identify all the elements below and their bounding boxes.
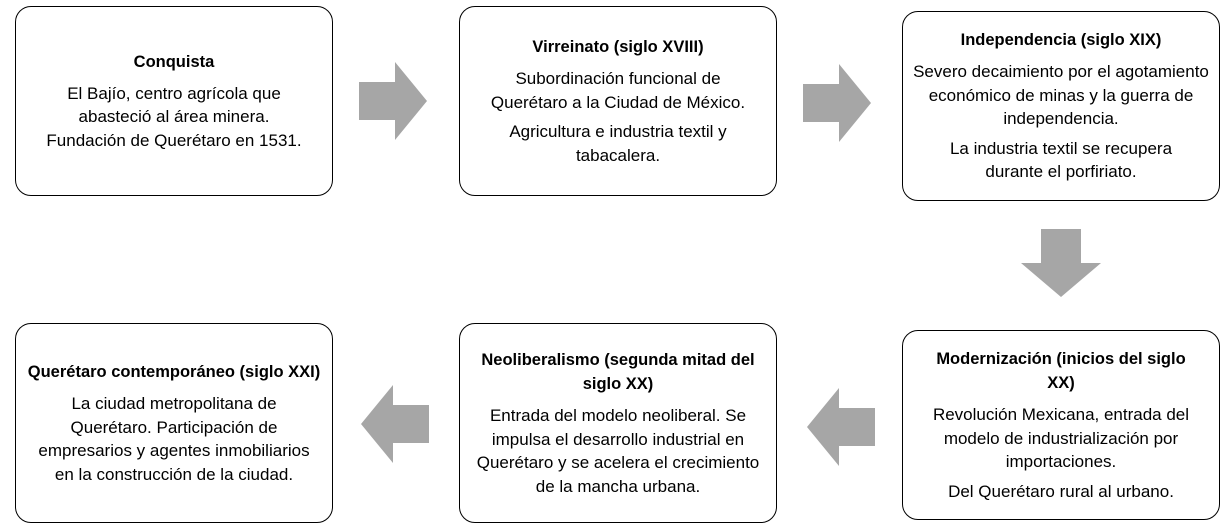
stage-text: Severo decaimiento por el agotamiento económico de minas y la guerra de independencia. bbox=[913, 62, 1209, 129]
stage-title: Conquista bbox=[133, 52, 215, 71]
stage-title: Neoliberalismo (segunda mitad del siglo XX) bbox=[481, 351, 755, 393]
stage-virreinato bbox=[459, 6, 777, 196]
stage-title: Querétaro contemporáneo (siglo XXI) bbox=[27, 363, 321, 381]
stage-text: Revolución Mexicana, entrada del modelo de industrialización por importaciones. bbox=[932, 405, 1190, 471]
arrow-left-icon bbox=[361, 385, 429, 463]
arrow-left-icon bbox=[807, 388, 875, 466]
stage-modernizacion bbox=[902, 330, 1220, 520]
stage-title: Virreinato (siglo XVIII) bbox=[532, 38, 704, 56]
stage-text: La ciudad metropolitana de Querétaro. Participación de empresarios y agentes inmobiliarios en la construcción de la ciudad. bbox=[38, 394, 310, 484]
stage-text: El Bajío, centro agrícola que abasteció al área minera. Fundación de Querétaro en 1531. bbox=[46, 83, 302, 150]
stage-title: Modernización (inicios del siglo XX) bbox=[936, 350, 1186, 392]
stage-text: La industria textil se recupera durante el porfiriato. bbox=[949, 138, 1173, 182]
stage-conquista bbox=[15, 6, 333, 196]
arrow-down-icon bbox=[1021, 229, 1101, 297]
stage-independencia bbox=[902, 11, 1220, 201]
stage-contemporaneo bbox=[15, 323, 333, 523]
stage-text: Agricultura e industria textil y tabacalera. bbox=[509, 122, 727, 165]
stage-text: Del Querétaro rural al urbano. bbox=[948, 481, 1174, 501]
stage-title: Independencia (siglo XIX) bbox=[960, 31, 1162, 50]
stage-neoliberalismo bbox=[459, 323, 777, 523]
stage-text: Subordinación funcional de Querétaro a la Ciudad de México. bbox=[490, 69, 746, 112]
arrow-right-icon bbox=[359, 62, 427, 140]
stage-text: Entrada del modelo neoliberal. Se impulsa el desarrollo industrial en Querétaro y se acelera el crecimiento de la mancha urbana. bbox=[476, 406, 760, 496]
arrow-right-icon bbox=[803, 64, 871, 142]
